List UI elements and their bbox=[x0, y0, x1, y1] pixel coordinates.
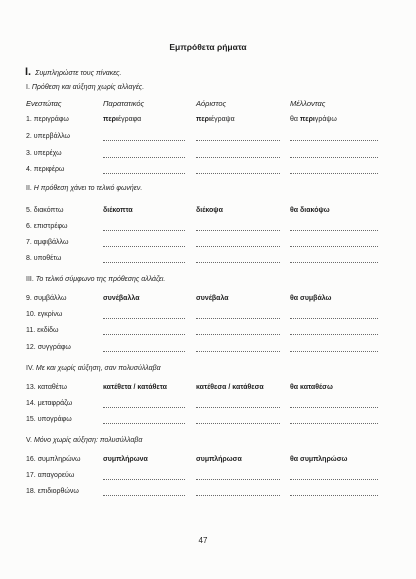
aorist-answer: διέκοψα bbox=[196, 207, 223, 214]
section-heading bbox=[26, 436, 142, 446]
row-number: 13. bbox=[26, 384, 36, 391]
imperfect-answer: συμπλήρωνα bbox=[103, 456, 148, 463]
row-verb bbox=[26, 399, 72, 409]
future-blank-line bbox=[290, 399, 378, 408]
table-row bbox=[26, 343, 386, 353]
row-verb bbox=[26, 455, 81, 465]
present-form: εκδίδω bbox=[37, 327, 59, 334]
imperfect-answer: κατέθετα / κατάθετα bbox=[103, 384, 167, 391]
imperfect-blank-line bbox=[103, 149, 185, 158]
imperfect-blank-line bbox=[103, 254, 185, 263]
future-answer: θα διακόψω bbox=[290, 207, 330, 214]
table-row bbox=[26, 487, 386, 497]
present-form: καταθέτω bbox=[37, 384, 68, 391]
aorist-answer: συμπλήρωσα bbox=[196, 456, 242, 463]
section-heading bbox=[26, 83, 144, 93]
present-form: συγγράφω bbox=[37, 344, 71, 351]
future-blank-line bbox=[290, 487, 378, 496]
future-blank-line bbox=[290, 415, 378, 424]
aorist-answer: κατέθεσα / κατάθεσα bbox=[196, 384, 264, 391]
imperfect-blank-line bbox=[103, 471, 185, 480]
row-verb bbox=[26, 238, 68, 248]
aorist-blank-line bbox=[196, 222, 280, 231]
aorist-blank-line bbox=[196, 165, 280, 174]
future-blank-line bbox=[290, 222, 378, 231]
row-number: 7. bbox=[26, 239, 32, 246]
future-blank-line bbox=[290, 165, 378, 174]
section-text: Με και χωρίς αύξηση, σαν πολυσύλλαβα bbox=[35, 365, 161, 372]
aorist-blank-line bbox=[196, 310, 280, 319]
row-number: 14. bbox=[26, 400, 36, 407]
section-heading bbox=[26, 184, 142, 194]
present-form: αμφιβάλλω bbox=[33, 239, 69, 246]
row-verb bbox=[26, 487, 79, 497]
table-row bbox=[26, 254, 386, 264]
table-row bbox=[26, 399, 386, 409]
column-headers bbox=[26, 99, 386, 109]
row-verb bbox=[26, 415, 72, 425]
exercise-heading bbox=[25, 66, 121, 80]
row-number: 18. bbox=[26, 488, 36, 495]
future-answer: θα συμπληρώσω bbox=[290, 456, 348, 463]
imperfect-blank-line bbox=[103, 326, 185, 335]
row-number: 11. bbox=[26, 327, 36, 334]
table-row bbox=[26, 383, 386, 393]
aorist-blank-line bbox=[196, 326, 280, 335]
present-form: υποθέτω bbox=[33, 255, 62, 262]
column-header-present: Ενεστώτας bbox=[26, 99, 62, 108]
section-label: II. bbox=[26, 185, 32, 192]
future-blank-line bbox=[290, 238, 378, 247]
row-number: 2. bbox=[26, 133, 32, 140]
prefix-highlight: περι bbox=[299, 116, 315, 123]
row-verb bbox=[26, 132, 70, 142]
row-verb bbox=[26, 206, 63, 216]
table-row bbox=[26, 132, 386, 142]
aorist-blank-line bbox=[196, 487, 280, 496]
imperfect-answer: συνέβαλλα bbox=[103, 295, 140, 302]
table-row bbox=[26, 238, 386, 248]
present-form: επιδιορθώνω bbox=[37, 488, 79, 495]
form-ending: γράψω bbox=[314, 116, 337, 123]
imperfect-blank-line bbox=[103, 165, 185, 174]
form-ending: έγραφα bbox=[117, 116, 142, 123]
prefix-highlight: περι bbox=[196, 116, 211, 123]
column-header-aorist: Αόριστος bbox=[196, 99, 227, 108]
row-number: 16. bbox=[26, 456, 36, 463]
row-number: 1. bbox=[26, 116, 32, 123]
aorist-answer: συνέβαλα bbox=[196, 295, 229, 302]
section-heading bbox=[26, 364, 161, 374]
column-header-imperfect: Παρατατικός bbox=[103, 99, 145, 108]
row-number: 9. bbox=[26, 295, 32, 302]
table-row bbox=[26, 310, 386, 320]
future-blank-line bbox=[290, 326, 378, 335]
exercise-number: I. bbox=[25, 66, 32, 78]
prefix-highlight: περι bbox=[103, 116, 118, 123]
table-row bbox=[26, 149, 386, 159]
future-particle: θα bbox=[290, 116, 298, 123]
imperfect-blank-line bbox=[103, 132, 185, 141]
row-number: 12. bbox=[26, 344, 36, 351]
row-number: 17. bbox=[26, 472, 36, 479]
row-verb bbox=[26, 254, 61, 264]
imperfect-blank-line bbox=[103, 415, 185, 424]
aorist-blank-line bbox=[196, 254, 280, 263]
table-row bbox=[26, 326, 386, 336]
present-form: περιγράφω bbox=[33, 116, 69, 123]
aorist-blank-line bbox=[196, 149, 280, 158]
page-title: Εμπρόθετα ρήματα bbox=[169, 42, 247, 52]
row-verb bbox=[26, 383, 67, 393]
row-number: 15. bbox=[26, 416, 36, 423]
imperfect-answer: διέκοπτα bbox=[103, 207, 133, 214]
present-form: υπερβάλλω bbox=[33, 133, 70, 140]
exercise-instruction: Συμπληρώστε τους πίνακες. bbox=[35, 70, 122, 77]
aorist-answer bbox=[196, 115, 280, 125]
future-blank-line bbox=[290, 254, 378, 263]
section-label: III. bbox=[26, 276, 34, 283]
aorist-blank-line bbox=[196, 343, 280, 352]
future-blank-line bbox=[290, 310, 378, 319]
imperfect-blank-line bbox=[103, 343, 185, 352]
imperfect-blank-line bbox=[103, 310, 185, 319]
present-form: μεταφράζω bbox=[37, 400, 73, 407]
future-blank-line bbox=[290, 132, 378, 141]
row-verb bbox=[26, 310, 62, 320]
imperfect-blank-line bbox=[103, 487, 185, 496]
section-text: Μόνο χωρίς αύξηση: πολυσύλλαβα bbox=[33, 437, 143, 444]
table-row bbox=[26, 222, 386, 232]
imperfect-answer bbox=[103, 115, 185, 125]
form-ending: έγραψα bbox=[210, 116, 235, 123]
present-form: συμβάλλω bbox=[33, 295, 67, 302]
row-verb bbox=[26, 165, 64, 175]
row-verb bbox=[26, 149, 62, 159]
table-row bbox=[26, 206, 386, 216]
section-text: Πρόθεση και αύξηση χωρίς αλλαγές. bbox=[31, 84, 145, 91]
aorist-blank-line bbox=[196, 132, 280, 141]
section-label: V. bbox=[26, 437, 32, 444]
imperfect-blank-line bbox=[103, 399, 185, 408]
row-number: 3. bbox=[26, 150, 32, 157]
row-verb bbox=[26, 115, 69, 125]
table-row bbox=[26, 115, 386, 125]
section-text: Η πρόθεση χάνει το τελικό φωνήεν. bbox=[33, 185, 143, 192]
row-number: 4. bbox=[26, 166, 32, 173]
row-number: 6. bbox=[26, 223, 32, 230]
aorist-blank-line bbox=[196, 471, 280, 480]
row-verb bbox=[26, 222, 68, 232]
page-number: 47 bbox=[198, 536, 208, 545]
aorist-blank-line bbox=[196, 399, 280, 408]
future-answer: θα συμβάλω bbox=[290, 295, 332, 302]
row-number: 10. bbox=[26, 311, 36, 318]
imperfect-blank-line bbox=[103, 238, 185, 247]
future-blank-line bbox=[290, 149, 378, 158]
row-number: 5. bbox=[26, 207, 32, 214]
present-form: υπογράφω bbox=[37, 416, 72, 423]
row-number: 8. bbox=[26, 255, 32, 262]
present-form: απαγορεύω bbox=[37, 472, 75, 479]
table-row bbox=[26, 455, 386, 465]
future-blank-line bbox=[290, 343, 378, 352]
row-verb bbox=[26, 471, 74, 481]
row-verb bbox=[26, 326, 59, 336]
present-form: εγκρίνω bbox=[37, 311, 63, 318]
imperfect-blank-line bbox=[103, 222, 185, 231]
table-row bbox=[26, 471, 386, 481]
row-verb bbox=[26, 294, 66, 304]
present-form: συμπληρώνω bbox=[37, 456, 81, 463]
section-text: Το τελικό σύμφωνο της πρόθεσης αλλάζει. bbox=[35, 276, 166, 283]
aorist-blank-line bbox=[196, 415, 280, 424]
table-row bbox=[26, 294, 386, 304]
section-heading bbox=[26, 275, 165, 285]
aorist-blank-line bbox=[196, 238, 280, 247]
future-answer bbox=[290, 115, 378, 125]
present-form: διακόπτω bbox=[33, 207, 64, 214]
present-form: περιφέρω bbox=[33, 166, 65, 173]
present-form: επιστρέφω bbox=[33, 223, 68, 230]
section-label: IV. bbox=[26, 365, 34, 372]
future-answer: θα καταθέσω bbox=[290, 384, 333, 391]
column-header-future: Μέλλοντας bbox=[290, 99, 326, 108]
future-blank-line bbox=[290, 471, 378, 480]
section-label: I. bbox=[26, 84, 30, 91]
table-row bbox=[26, 165, 386, 175]
present-form: υπερέχω bbox=[33, 150, 62, 157]
row-verb bbox=[26, 343, 71, 353]
table-row bbox=[26, 415, 386, 425]
